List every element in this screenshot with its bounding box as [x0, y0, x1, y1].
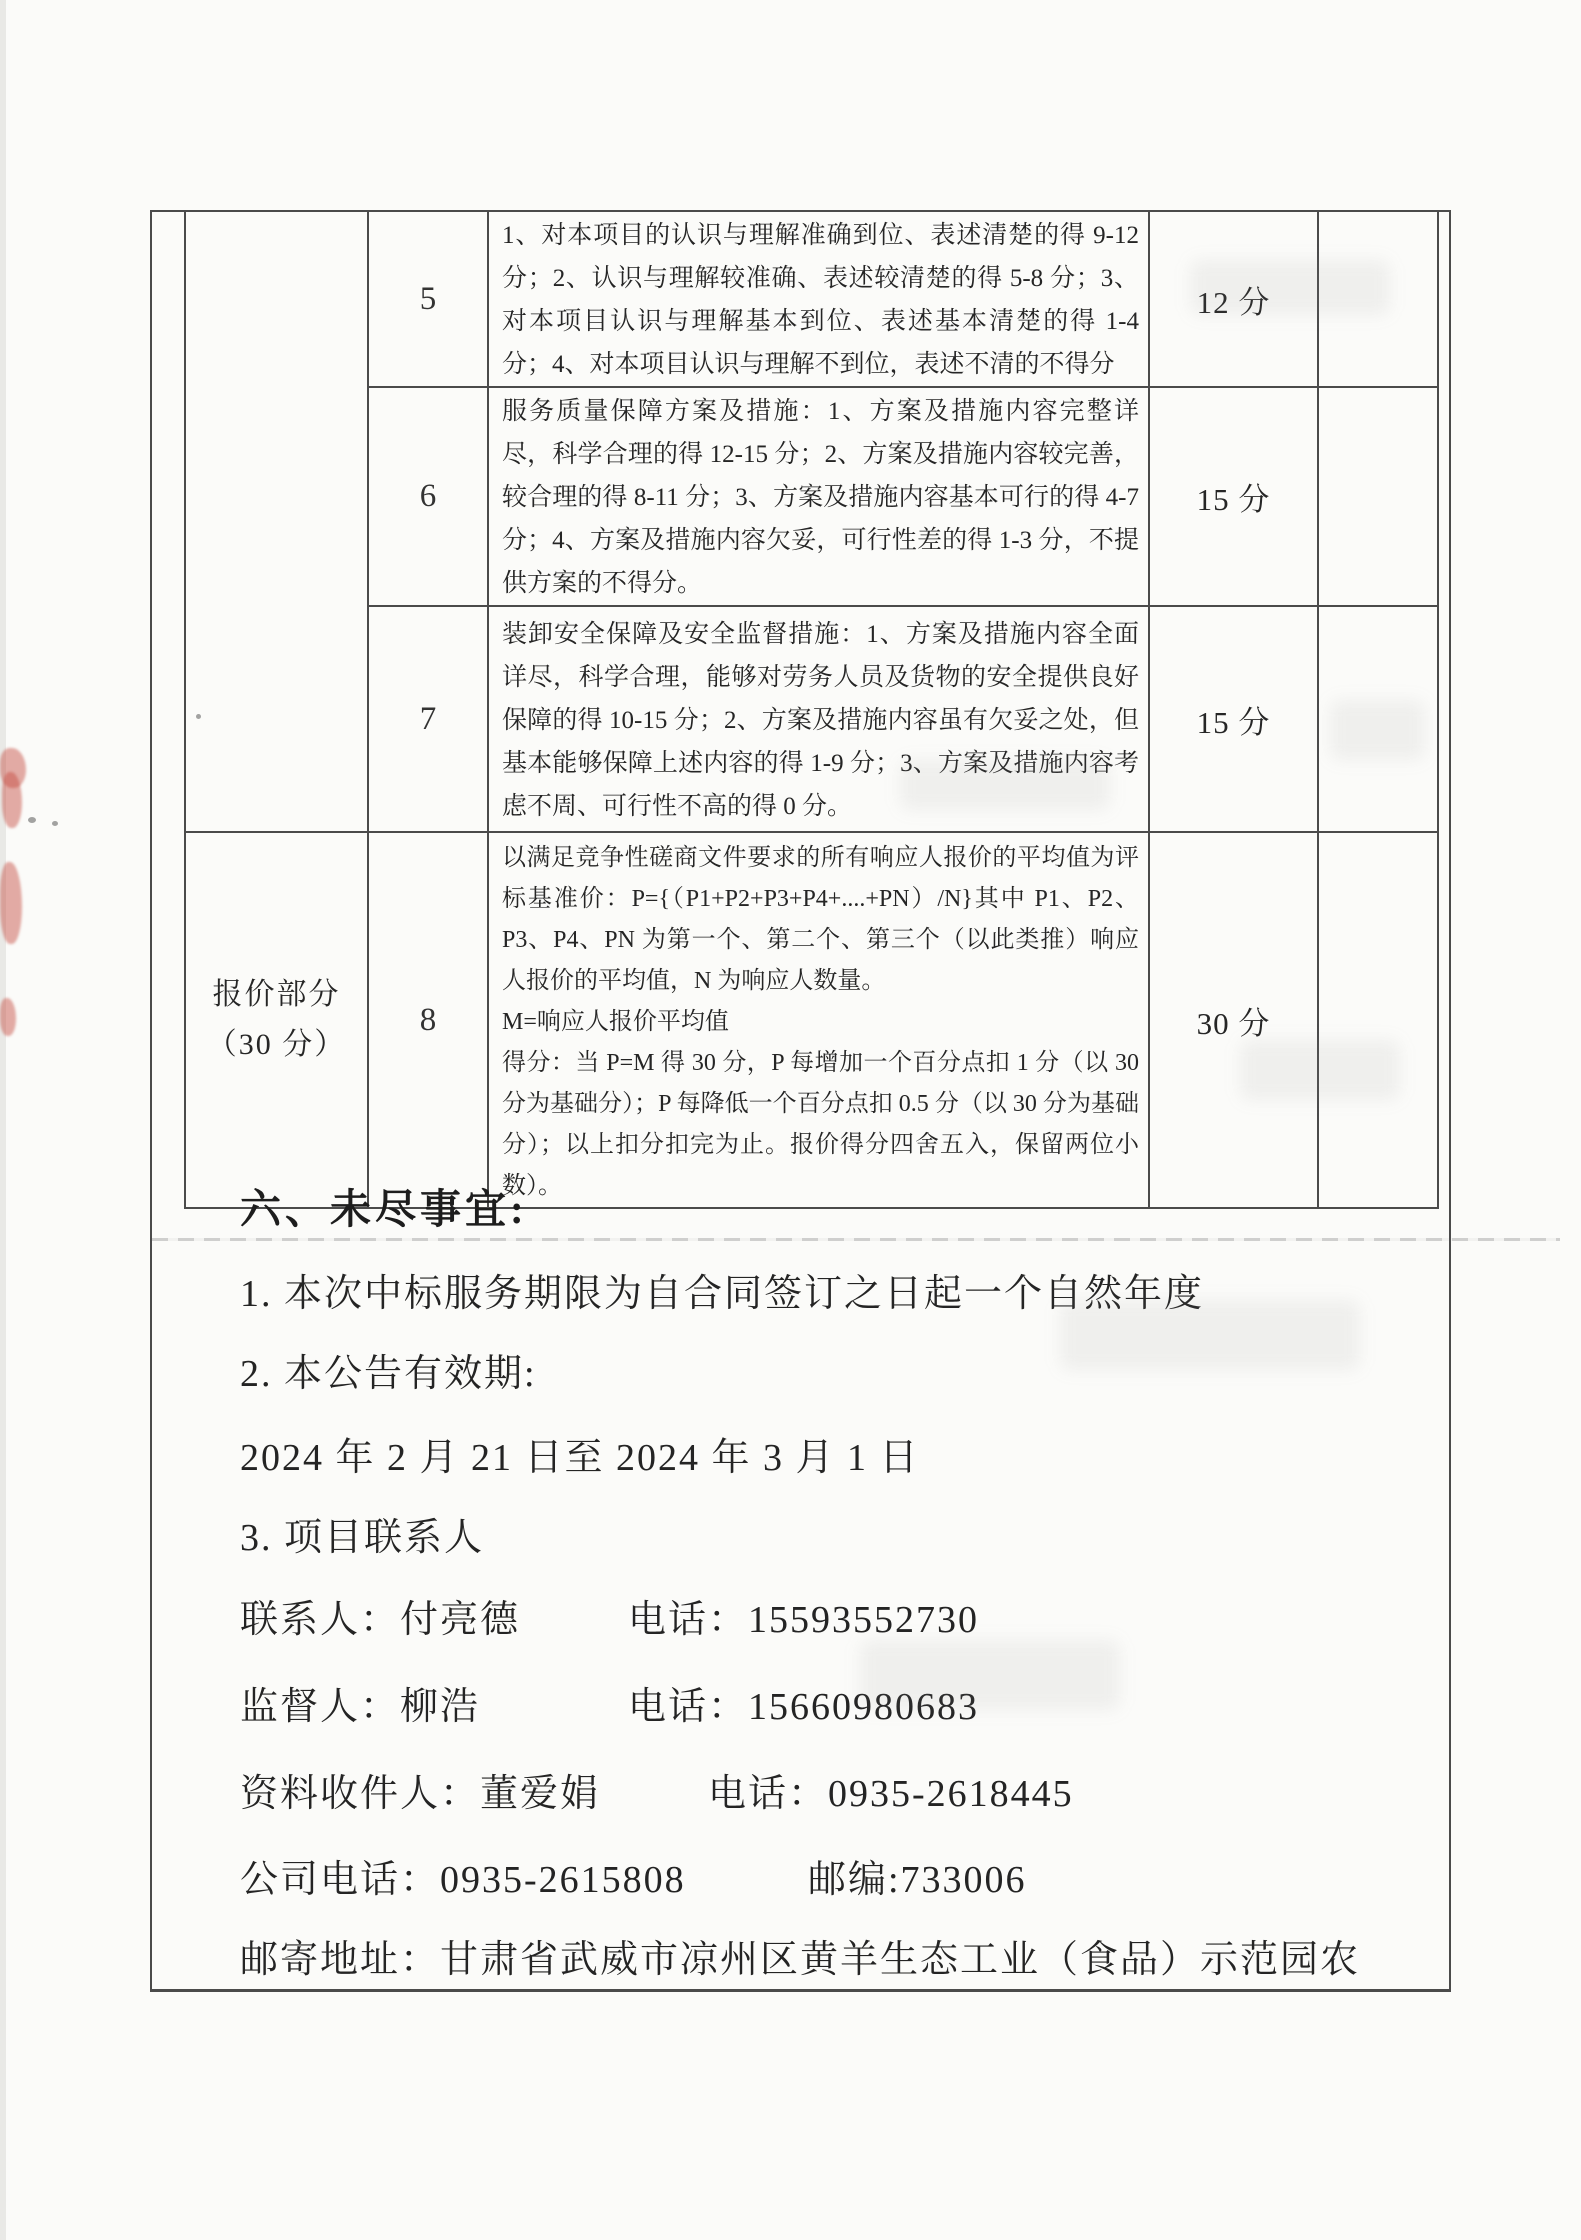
project-contacts-label-line: 3. 项目联系人 — [240, 1517, 485, 1559]
section-six-heading: 六、未尽事宜: — [240, 1186, 528, 1232]
contact-person-line — [240, 1588, 1520, 1643]
remark-cell-empty — [1318, 387, 1438, 606]
table-row — [185, 606, 1438, 832]
category-cell-empty — [185, 211, 368, 832]
price-formula-paragraph: 以满足竞争性磋商文件要求的所有响应人报价的平均值为评标基准价：P={（P1+P2+P3+P4+....+PN）/N}其中 P1、P2、P3、P4、PN 为第一个、第二个、第三个（以此类推）响应人报价的平均值，N 为响应人数量。 — [502, 845, 1139, 994]
scan-artifact-speck — [28, 817, 36, 823]
receiver-name: 资料收件人：董爱娟 — [240, 1773, 601, 1815]
supervisor-name: 监督人：柳浩 — [240, 1686, 481, 1728]
item-number-cell: 6 — [368, 387, 488, 606]
table-row-price — [185, 832, 1438, 1208]
scan-artifact-bleed — [900, 760, 1110, 810]
score-cell: 15 分 — [1149, 606, 1318, 832]
item-number-cell: 7 — [368, 606, 488, 832]
criteria-cell: 1、对本项目的认识与理解准确到位、表述清楚的得 9-12 分；2、认识与理解较准确、表述较清楚的得 5-8 分；3、对本项目认识与理解基本到位、表述基本清楚的得 1-4 分；4、对本项目认识与理解不到位，表述不清的不得分 — [488, 211, 1149, 387]
item-number-cell: 5 — [368, 211, 488, 387]
scan-artifact-streak — [152, 1238, 1560, 1241]
contact-person-name: 联系人：付亮德 — [240, 1599, 521, 1641]
category-label-line1: 报价部分 — [212, 978, 341, 1011]
scan-artifact-bleed — [860, 1640, 1120, 1710]
receiver-phone: 电话：0935-2618445 — [708, 1773, 1074, 1815]
service-term-line: 1. 本次中标服务期限为自合同签订之日起一个自然年度 — [240, 1273, 1205, 1315]
scan-artifact-bleed — [1190, 260, 1390, 315]
validity-label-line: 2. 本公告有效期: — [240, 1353, 537, 1395]
category-cell-price — [185, 832, 368, 1208]
scan-artifact-red-mark — [0, 998, 16, 1036]
company-phone: 公司电话：0935-2615808 — [240, 1859, 686, 1901]
scan-edge-shadow — [0, 0, 6, 2240]
category-label-line2: （30 分） — [206, 1028, 347, 1061]
score-cell: 30 分 — [1149, 832, 1318, 1208]
scan-artifact-red-mark — [0, 862, 22, 944]
contact-person-phone: 电话：15593552730 — [628, 1599, 980, 1641]
criteria-cell: 服务质量保障方案及措施：1、方案及措施内容完整详尽，科学合理的得 12-15 分；2、方案及措施内容较完善，较合理的得 8-11 分；3、方案及措施内容基本可行的得 4-7 分；4、方案及措施内容欠妥，可行性差的得 1-3 分，不提供方案的不得分。 — [488, 387, 1149, 606]
criteria-cell: 装卸安全保障及安全监督措施：1、方案及措施内容全面详尽，科学合理，能够对劳务人员及货物的安全提供良好保障的得 10-15 分；2、方案及措施内容虽有欠妥之处，但基本能够保障上述内容的得 1-9 分；3、方案及措施内容考虑不周、可行性不高的得 0 分。 — [488, 606, 1149, 832]
scan-artifact-bleed — [1240, 1040, 1400, 1100]
scan-artifact-bleed — [1060, 1300, 1360, 1370]
score-cell: 12 分 — [1149, 211, 1318, 387]
score-cell: 15 分 — [1149, 387, 1318, 606]
table-row — [185, 387, 1438, 606]
mailing-address-line: 邮寄地址：甘肃省武威市凉州区黄羊生态工业（食品）示范园农 — [240, 1939, 1361, 1981]
remark-cell-empty — [1318, 832, 1438, 1208]
scan-artifact-speck — [52, 821, 58, 826]
price-m-definition: M=响应人报价平均值 — [502, 1009, 729, 1035]
validity-dates-line: 2024 年 2 月 21 日至 2024 年 3 月 1 日 — [240, 1437, 920, 1479]
receiver-line — [240, 1762, 1520, 1817]
supervisor-phone: 电话：15660980683 — [628, 1686, 980, 1728]
item-number-cell: 8 — [368, 832, 488, 1208]
price-scoring-paragraph: 得分：当 P=M 得 30 分，P 每增加一个百分点扣 1 分（以 30 分为基础分）；P 每降低一个百分点扣 0.5 分（以 30 分为基础分）；以上扣分扣完为止。报价得分四舍五入，保留两位小数）。 — [502, 1050, 1139, 1199]
company-phone-line — [240, 1848, 1520, 1903]
scan-artifact-speck — [196, 714, 201, 719]
criteria-cell-price — [488, 832, 1149, 1208]
postcode: 邮编:733006 — [808, 1859, 1027, 1901]
scan-artifact-bleed — [1330, 700, 1425, 760]
